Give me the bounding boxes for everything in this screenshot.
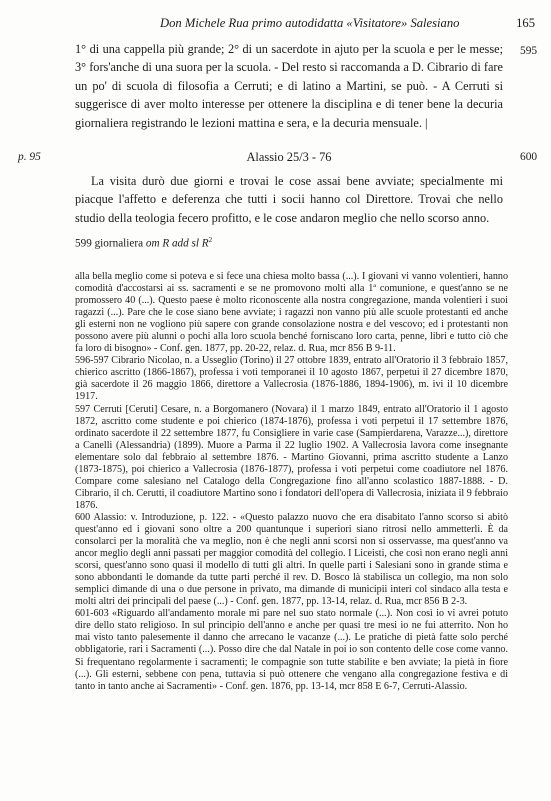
apparatus-sup: 2	[208, 236, 213, 244]
footnote-continuation: alla bella meglio come si poteva e si fece una chiesa molto bassa (...). I giovani vi vanno volentieri, hanno comodità d'accostarsi ai ss. sacramenti e se ne promovono molti alla 1ª comunione, e quest'anno se ne promossero 40 (...). Questo paese è molto riconoscente alla nostra congregazione, manda volentieri i suoi ragazzi (...). Pare che le cose siano bene avviate; i ragazzi non vanno più alle scuole protestanti ed anche gli esterni non ne vogliono più sapere con grande consolazione nostra e del vescovo; ed i protestanti non possono avere più alunni o pochi alla loro scuola benché forniscano loro carta, penne, libri e tutto ciò che fa loro di bisogno» - Conf. gen. 1877, pp. 20-22, relaz. d. Rua, mcr 856 B 9-11.	[75, 271, 508, 355]
running-header	[160, 16, 535, 31]
page-number: 165	[516, 16, 535, 30]
margin-line-595: 595	[520, 45, 538, 57]
critical-apparatus	[75, 236, 212, 250]
margin-line-600: 600	[520, 151, 538, 163]
main-paragraph-1: 1° di una cappella più grande; 2° di un sacerdote in ajuto per la scuola e per le messe; 3° fors'anche di una suora per la scuola. - Del resto si raccomanda a D. Cibrario di fare un po' di scuola di filosofia a Cerruti; e di latino a Martini, se può. - A Cerruti si suggerisce di aver molto interesse per ottenere la disciplina e di tener bene la decuria giornaliera registrando le lezioni mattina e sera, e la decuria mensuale. |	[75, 42, 503, 130]
footnote-600: 600 Alassio: v. Introduzione, p. 122. - «Questo palazzo nuovo che era disabitato l'anno scorso si abitò quest'anno ed i giovani sono oltre a 200 quantunque i superiori siano ritrosi nello ammetterli. È da consolarci per la moralità che va meglio, non è che negli anni scorsi non si osservasse, ma quest'anno va ancor meglio degli anni passati per maggior comodità del collegio. I Liceisti, che così non erano negli anni scorsi, quest'anno sono quasi il modello di tutti gli altri. In quelle parti i Salesiani sono in grande stima e sono abbondanti le domande da tutte parti perché il rev. D. Bosco là stabilisca un collegio, ma non solo semplici dimande di una o due persone in privato, ma dimande di municipii interi col sindaco alla testa e molti altri dei principali del paese (...) - Conf. gen. 1877, pp. 13-14, relaz. d. Rua, mcr 856 B 2-3.	[75, 511, 508, 608]
footnote-596: 596-597 Cibrario Nicolao, n. a Usseglio (Torino) il 27 ottobre 1839, entrato all'Oratorio il 3 febbraio 1857, chierico ascritto (1866-1867), professa i voti temporanei il 10 agosto 1867, perpetui il 27 dicembre 1870, già sacerdote il 26 maggio 1866, direttore a Vallecrosia (1876-1886, 1894-1906), m. ivi il 10 dicembre 1917.	[75, 355, 508, 403]
running-title: Don Michele Rua primo autodidatta «Visitatore» Salesiano	[160, 16, 460, 30]
footnotes	[75, 271, 508, 693]
section-title: Alassio 25/3 - 76	[246, 150, 332, 164]
apparatus-line: 599	[75, 237, 92, 250]
apparatus-lemma: giornaliera	[94, 237, 144, 250]
main-text-block-1	[75, 40, 503, 132]
apparatus-note: om R add sl R	[145, 237, 209, 250]
main-text-block-2	[75, 172, 503, 227]
margin-page-ref: p. 95	[18, 151, 41, 163]
footnote-597: 597 Cerruti [Ceruti] Cesare, n. a Borgomanero (Novara) il 1 marzo 1849, entrato all'Oratorio il 1 agosto 1872, ascritto come studente e poi chierico (1874-1876), professa i voti perpetui il 17 settembre 1876, ordinato sacerdote il 22 settembre 1877, fu Consigliere in varie case (Sampierdarena, Varazze...), direttore a Canelli (Alessandria) (1899). Muore a Parma il 22 luglio 1902. A Vallecrosia lavora come insegnante elementare solo dal febbraio al settembre 1876. - Martino Giovanni, prima ascritto studente a Lanzo (1873-1875), poi chierico a Vallecrosia (1876-1877), professa i voti perpetui come coadiutore nel 1876. Compare come salesiano nel Catalogo della Congregazione fino all'anno scolastico 1887-1888. - D. Cibrario, il ch. Cerutti, il coadiutore Martino sono i fondatori dell'opera di Vallecrosia, iniziata il 9 febbraio 1876.	[75, 403, 508, 511]
footnote-601: 601-603 «Riguardo all'andamento morale mi pare nel suo stato normale (...). Non così io vi avrei potuto dire dello stato religioso. In sul principio dell'anno e anche per quasi tre mesi io ne fui atterrito. Non ho mai visto tanto palesemente il danno che arrecano le vacanze (...). Le pratiche di pietà fatte solo perché obbligatorie, rari i Sacramenti (...). Posso dire che dal Natale in poi io son contento delle cose come vanno. Si frequentano regolarmente i sacramenti; le compagnie son tutte stabilite e ben avviate; la pietà in fiore (...). Gli esterni, sebbene con pena, tuttavia si può ottenere che vengano alla congregazione festiva e di tanto in tanto anche ai Sacramenti» - Conf. gen. 1876, pp. 13-14, mcr 858 E 6-7, Cerruti-Alassio.	[75, 608, 508, 692]
main-paragraph-2: La visita durò due giorni e trovai le cose assai bene avviate; specialmente mi piacque l'affetto e deferenza che tutti i socii hanno col Direttore. Trovai che nello studio della teologia fecero profitto, e le cose andaron meglio che nello scorso anno.	[75, 174, 503, 225]
